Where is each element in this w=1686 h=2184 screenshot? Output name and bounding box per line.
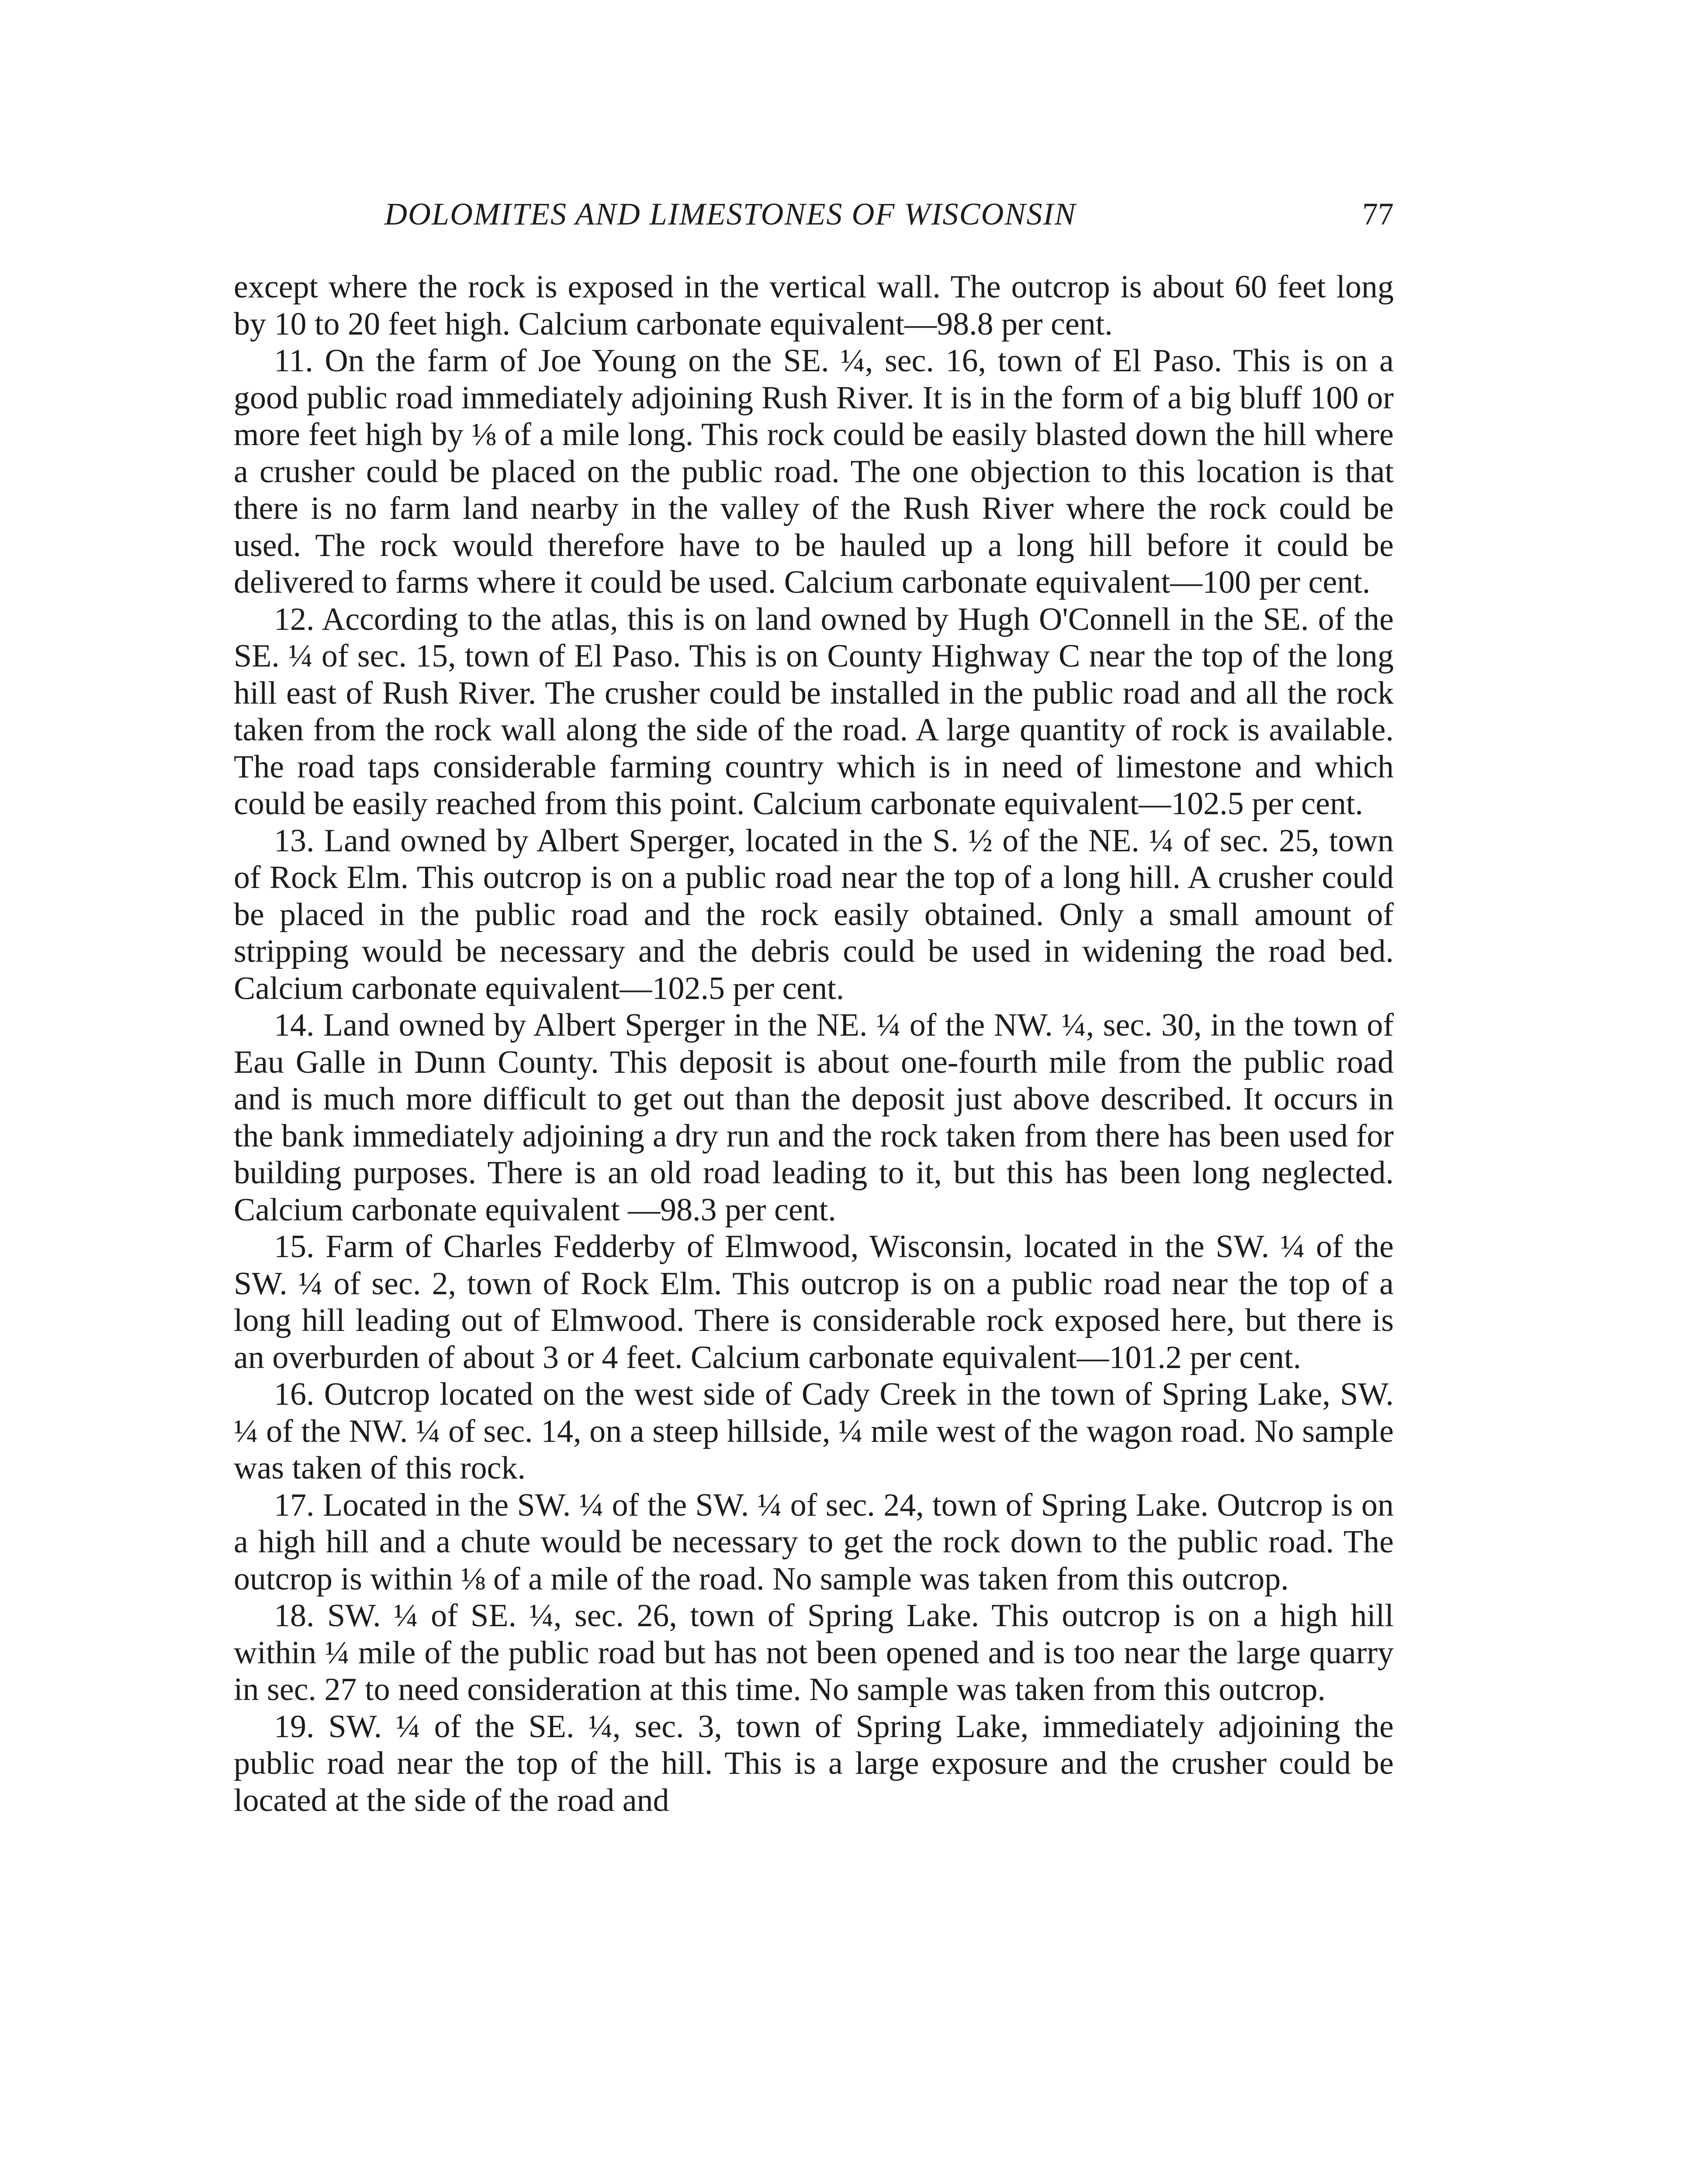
page-header — [234, 192, 1394, 236]
running-head: DOLOMITES AND LIMESTONES OF WISCONSIN — [384, 197, 1077, 232]
paragraph: except where the rock is exposed in the vertical wall. The outcrop is about 60 feet long by 10 to 20 feet high. Calcium carbonate equivalent—98.8 per cent. — [234, 269, 1394, 342]
document-page — [234, 192, 1394, 1819]
paragraph-item-14: 14. Land owned by Albert Sperger in the NE. ¼ of the NW. ¼, sec. 30, in the town of Eau Galle in Dunn County. This deposit is about one-fourth mile from the public road and is much more difficult to get out than the deposit just above described. It occurs in the bank immediately adjoining a dry run and the rock taken from there has been used for building purposes. There is an old road leading to it, but this has been long neglected. Calcium carbonate equivalent —98.3 per cent. — [234, 1007, 1394, 1228]
paragraph-item-17: 17. Located in the SW. ¼ of the SW. ¼ of sec. 24, town of Spring Lake. Outcrop is on a high hill and a chute would be necessary to get the rock down to the public road. The outcrop is within ⅛ of a mile of the road. No sample was taken from this outcrop. — [234, 1487, 1394, 1597]
paragraph-item-18: 18. SW. ¼ of SE. ¼, sec. 26, town of Spring Lake. This outcrop is on a high hill within ¼ mile of the public road but has not been opened and is too near the large quarry in sec. 27 to need consideration at this time. No sample was taken from this outcrop. — [234, 1598, 1394, 1707]
paragraph-item-12: 12. According to the atlas, this is on land owned by Hugh O'Connell in the SE. of the SE. ¼ of sec. 15, town of El Paso. This is on County Highway C near the top of the long hill east of Rush River. The crusher could be installed in the public road and all the rock taken from the rock wall along the side of the road. A large quantity of rock is available. The road taps considerable farming country which is in need of limestone and which could be easily reached from this point. Calcium carbonate equivalent—102.5 per cent. — [234, 601, 1394, 822]
paragraph-item-19: 19. SW. ¼ of the SE. ¼, sec. 3, town of Spring Lake, immediately adjoining the public road near the top of the hill. This is a large exposure and the crusher could be located at the side of the road and — [234, 1708, 1394, 1818]
body-text — [234, 269, 1394, 1819]
paragraph-item-13: 13. Land owned by Albert Sperger, located in the S. ½ of the NE. ¼ of sec. 25, town of Rock Elm. This outcrop is on a public road near the top of a long hill. A crusher could be placed in the public road and the rock easily obtained. Only a small amount of stripping would be necessary and the debris could be used in widening the road bed. Calcium carbonate equivalent—102.5 per cent. — [234, 822, 1394, 1006]
page-number: 77 — [1362, 197, 1394, 232]
paragraph-item-16: 16. Outcrop located on the west side of Cady Creek in the town of Spring Lake, SW. ¼ of the NW. ¼ of sec. 14, on a steep hillside, ¼ mile west of the wagon road. No sample was taken of this rock. — [234, 1376, 1394, 1486]
paragraph-item-11: 11. On the farm of Joe Young on the SE. ¼, sec. 16, town of El Paso. This is on a good public road immediately adjoining Rush River. It is in the form of a big bluff 100 or more feet high by ⅛ of a mile long. This rock could be easily blasted down the hill where a crusher could be placed on the public road. The one objection to this location is that there is no farm land nearby in the valley of the Rush River where the rock could be used. The rock would therefore have to be hauled up a long hill before it could be delivered to farms where it could be used. Calcium carbonate equivalent—100 per cent. — [234, 343, 1394, 600]
paragraph-item-15: 15. Farm of Charles Fedderby of Elmwood, Wisconsin, located in the SW. ¼ of the SW. ¼ of sec. 2, town of Rock Elm. This outcrop is on a public road near the top of a long hill leading out of Elmwood. There is considerable rock exposed here, but there is an overburden of about 3 or 4 feet. Calcium carbonate equivalent—101.2 per cent. — [234, 1229, 1394, 1375]
